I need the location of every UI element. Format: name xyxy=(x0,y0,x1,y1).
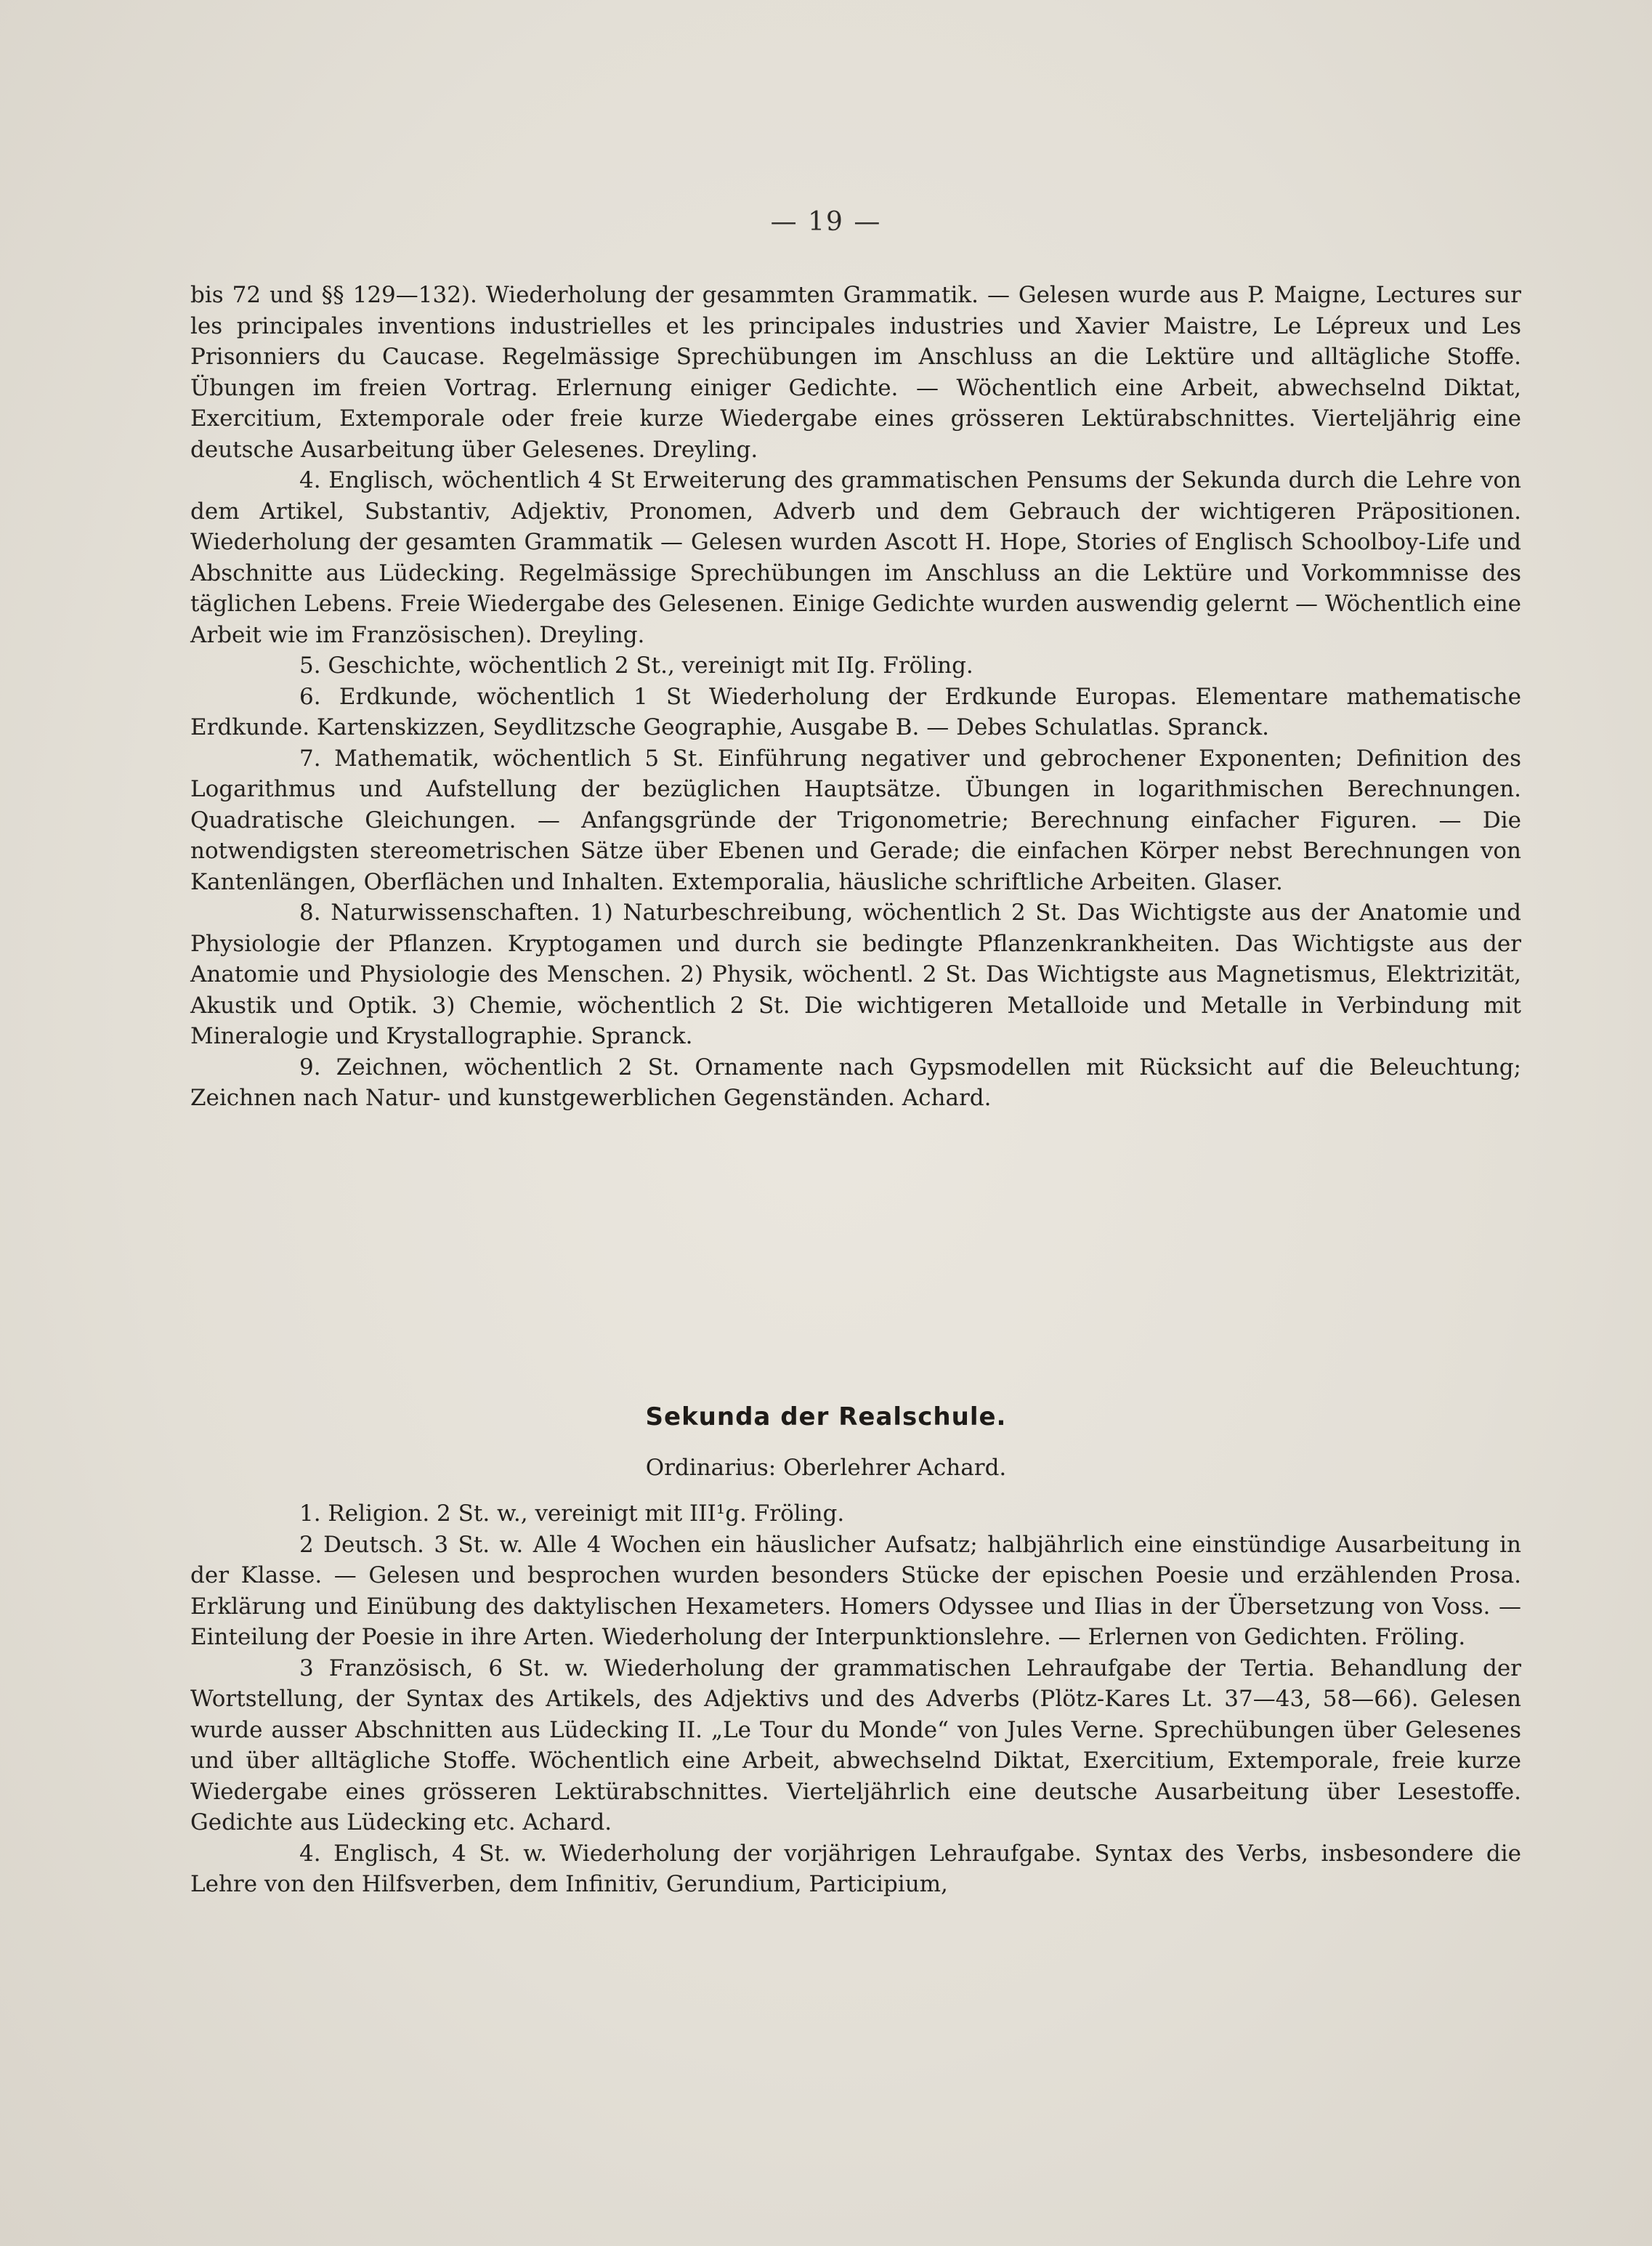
paragraph-naturwissenschaften: 8. Naturwissenschaften. 1) Naturbeschreibung, wöchentlich 2 St. Das Wichtigste aus der Anatomie und Physiologie der Pflanzen. Kryptogamen und durch sie bedingte Pflanzenkrankheiten. Das Wichtigste aus der Anatomie und Physiologie des Menschen. 2) Physik, wöchentl. 2 St. Das Wichtigste aus Magnetismus, Elektrizität, Akustik und Optik. 3) Chemie, wöchentlich 2 St. Die wichtigeren Metalloide und Metalle in Verbindung mit Mineralogie und Krystallographie. Spranck. xyxy=(190,900,1521,1049)
paragraph-mathematik: 7. Mathematik, wöchentlich 5 St. Einführung negativer und gebrochener Exponenten; Definition des Logarithmus und Aufstellung der bezüglichen Hauptsätze. Übungen in logarithmischen Berechnungen. Quadratische Gleichungen. — Anfangsgründe der Trigonometrie; Berechnung einfacher Figuren. — Die notwendigsten stereometrischen Sätze über Ebenen und Gerade; die einfachen Körper nebst Berechnungen von Kantenlängen, Oberflächen und Inhalten. Extemporalia, häusliche schriftliche Arbeiten. Glaser. xyxy=(190,745,1521,895)
paragraph-religion: 1. Religion. 2 St. w., vereinigt mit III¹g. Fröling. xyxy=(299,1500,845,1527)
top-text-block xyxy=(190,280,1521,1114)
paragraph-englisch: 4. Englisch, wöchentlich 4 St Erweiterung des grammatischen Pensums der Sekunda durch die Lehre von dem Artikel, Substantiv, Adjektiv, Pronomen, Adverb und dem Gebrauch der wichtigeren Präpositionen. Wiederholung der gesamten Grammatik — Gelesen wurden Ascott H. Hope, Stories of Englisch Schoolboy-Life und Abschnitte aus Lüdecking. Regelmässige Sprechübungen im Anschluss an die Lektüre und Vorkommnisse des täglichen Lebens. Freie Wiedergabe des Gelesenen. Einige Gedichte wurden auswendig gelernt — Wöchentlich eine Arbeit wie im Französischen). Dreyling. xyxy=(190,467,1521,648)
paragraph-erdkunde: 6. Erdkunde, wöchentlich 1 St Wiederholung der Erdkunde Europas. Elementare mathematische Erdkunde. Kartenskizzen, Seydlitzsche Geographie, Ausgabe B. — Debes Schulatlas. Spranck. xyxy=(190,683,1521,740)
bottom-text-block xyxy=(190,1498,1521,1900)
paragraph-franzoesisch: 3 Französisch, 6 St. w. Wiederholung der grammatischen Lehraufgabe der Tertia. Behandlung der Wortstellung, der Syntax des Artikels, des Adjektivs und des Adverbs (Plötz-Kares Lt. 37—43, 58—66). Gelesen wurde ausser Abschnitten aus Lüdecking II. „Le Tour du Monde“ von Jules Verne. Sprechübungen über Gelesenes und über alltägliche Stoffe. Wöchentlich eine Arbeit, abwechselnd Diktat, Exercitium, Extemporale, freie kurze Wiedergabe eines grösseren Lektürabschnittes. Vierteljährlich eine deutsche Ausarbeitung über Lesestoffe. Gedichte aus Lüdecking etc. Achard. xyxy=(190,1655,1521,1835)
page-number: — 19 — xyxy=(770,207,882,237)
paragraph-zeichnen: 9. Zeichnen, wöchentlich 2 St. Ornamente nach Gypsmodellen mit Rücksicht auf die Beleuchtung; Zeichnen nach Natur- und kunstgewerblichen Gegenständen. Achard. xyxy=(190,1054,1521,1111)
paragraph-deutsch: 2 Deutsch. 3 St. w. Alle 4 Wochen ein häuslicher Aufsatz; halbjährlich eine einstündige Ausarbeitung in der Klasse. — Gelesen und besprochen wurden besonders Stücke der epischen Poesie und erzählenden Prosa. Erklärung und Einübung des daktylischen Hexameters. Homers Odyssee und Ilias in der Übersetzung von Voss. — Einteilung der Poesie in ihre Arten. Wiederholung der Interpunktionslehre. — Erlernen von Gedichten. Fröling. xyxy=(190,1531,1521,1650)
paragraph-geschichte: 5. Geschichte, wöchentlich 2 St., vereinigt mit IIg. Fröling. xyxy=(299,653,973,679)
paragraph-french-continuation: bis 72 und §§ 129—132). Wiederholung der gesammten Grammatik. — Gelesen wurde aus P. Maigne, Lectures sur les principales inventions industrielles et les principales industries und Xavier Maistre, Le Lépreux und Les Prisonniers du Caucase. Regelmässige Sprechübungen im Anschluss an die Lektüre und alltägliche Stoffe. Übungen im freien Vortrag. Erlernung einiger Gedichte. — Wöchentlich eine Arbeit, abwechselnd Diktat, Exercitium, Extemporale oder freie kurze Wiedergabe eines grösseren Lektürabschnittes. Vierteljährig eine deutsche Ausarbeitung über Gelesenes. Dreyling. xyxy=(190,282,1521,463)
section-ordinarius: Ordinarius: Oberlehrer Achard. xyxy=(645,1455,1007,1481)
section-heading: Sekunda der Realschule. xyxy=(645,1402,1007,1431)
paragraph-englisch-sekunda: 4. Englisch, 4 St. w. Wiederholung der vorjährigen Lehraufgabe. Syntax des Verbs, insbesondere die Lehre von den Hilfsverben, dem Infinitiv, Gerundium, Participium, xyxy=(190,1840,1521,1897)
